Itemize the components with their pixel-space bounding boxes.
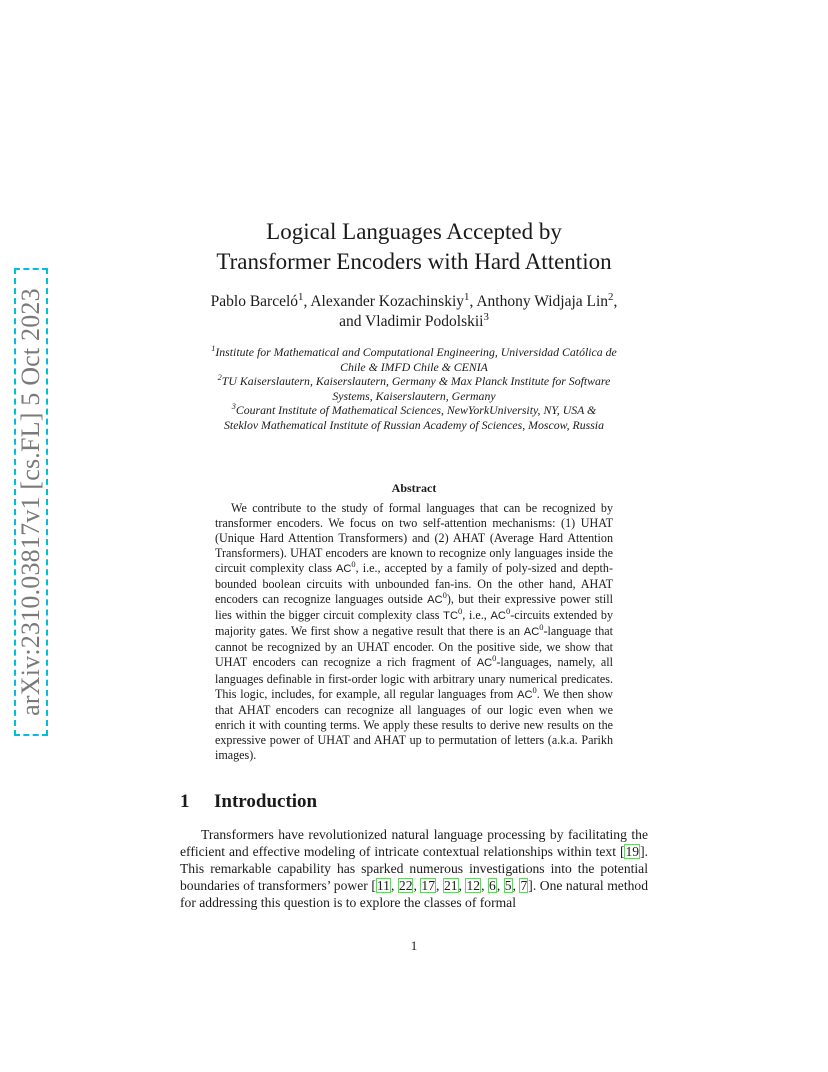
body-text: . One natural method for addressing this question is to explore the classes of formal [180,878,648,911]
superscript: 0 [351,559,356,570]
complexity-class-ac: AC [427,594,443,607]
affiliation-text: TU Kaiserslautern, Kaiserslautern, Germany & Max Planck Institute for Software [221,374,611,388]
arxiv-id: arXiv:2310.03817v1 [cs.FL] 5 Oct 2023 [16,288,45,716]
superscript: 0 [442,590,447,601]
author-list-line-1 [0,290,828,311]
complexity-class-ac: AC [490,610,506,623]
complexity-class-ac: AC [517,688,533,701]
section-title: Introduction [214,791,318,812]
citation-link[interactable]: 21 [443,878,458,894]
author-affiliation-marker: 1 [298,290,304,303]
citation-link[interactable]: 7 [520,878,528,894]
citation-link[interactable]: 22 [398,878,413,894]
abstract-text: -circuits extended by majority gates. We first show a negative result that there is an [215,608,613,639]
author-affiliation-marker: 3 [483,310,489,323]
affiliation-marker: 2 [217,373,222,383]
citation-link[interactable]: 11 [376,878,390,894]
affiliation-2-line-1 [0,374,828,389]
abstract-text: We contribute to the study of formal languages that can be recognized by transformer encoders. We focus on two self-attention mechanisms: (1) UHAT (Unique Hard Attention Transformers) and (2) AHAT (Average Hard Attention Transformers). UHAT encoders are known to recognize only languages inside the circuit complexity class [215,501,613,576]
citation-link[interactable]: 12 [466,878,481,894]
abstract-text: , i.e., accepted by a family of poly-sized and depth-bounded boolean circuits with unbounded fan-ins. On the other hand, AHAT encoders can recognize languages outside [215,561,613,607]
complexity-class-ac: AC [523,626,540,639]
affiliation-1-line-1 [0,345,828,360]
intro-paragraph: Transformers have revolutionized natural language processing by facilitating the efficient and effective modeling of intricate contextual relationships within text [19]. This remarkable capability has sparked numerous investigations into the potential boundaries of transformers’ power [11, 22, 17, 21, 12, 6, 5, 7]. One natural method for addressing this question is to explore the classes of formal [180,827,648,911]
abstract-text: , i.e., [462,608,491,623]
author-affiliation-marker: 1 [464,290,470,303]
abstract-text: -language that cannot be recognized by an UHAT encoder. On the positive side, we show that UHAT encoders can recognize a rich fragment of [215,624,613,670]
superscript: 0 [505,606,511,617]
author-name: and Vladimir Podolskii [339,313,484,330]
author-list-line-2 [0,310,828,331]
author-name: , Alexander Kozachinskiy [303,293,465,310]
page-number: 1 [410,938,418,953]
citation-link[interactable]: 6 [489,878,496,894]
superscript: 0 [539,622,544,633]
complexity-class-ac: AC [476,657,493,670]
affiliation-1-line-2: Chile & IMFD Chile & CENIA [340,360,488,374]
body-text: Transformers have revolutionized natural language processing by facilitating the efficient and effective modeling of intricate contextual relationships within text [180,827,648,860]
author-name: Pablo Barceló [210,293,299,310]
superscript: 0 [458,606,463,617]
paper-title-line-1: Logical Languages Accepted by [266,219,562,244]
superscript: 0 [532,684,537,695]
author-affiliation-marker: 2 [608,290,614,303]
abstract-heading: Abstract [391,481,437,495]
section-heading [180,791,317,813]
author-name: , Anthony Widjaja Lin [469,293,609,310]
complexity-class-tc: TC [443,610,459,623]
abstract-text: ), but their expressive power still lies within the bigger circuit complexity class [215,592,614,623]
paper-title-line-2: Transformer Encoders with Hard Attention [216,249,612,274]
abstract-text: -languages, namely, all languages definable in first-order logic with arbitrary unary numerical predicates. This logic, includes, for example, all regular languages from [215,655,613,701]
author-separator: , [613,293,618,310]
section-number: 1 [180,791,190,812]
superscript: 0 [492,653,497,664]
arxiv-stamp [14,268,48,736]
abstract-text: . We then show that AHAT encoders can recognize all languages of our logic even when we enrich it with counting terms. We apply these results to derive new results on the expressive power of UHAT and AHAT up to permutation of letters (a.k.a. Parikh images). [215,686,614,762]
affiliation-text: Institute for Mathematical and Computational Engineering, Universidad Católica de [215,345,617,359]
complexity-class-ac: AC [335,563,352,576]
affiliation-3-line-1 [0,403,828,418]
abstract-body [215,501,613,763]
body-text: . This remarkable capability has sparked numerous investigations into the potential boundaries of transformers’ power [180,844,648,894]
citation-link[interactable]: 17 [421,878,436,894]
affiliation-marker: 3 [231,402,236,412]
citation-link[interactable]: 5 [504,878,512,894]
affiliation-2-line-2: Systems, Kaiserslautern, Germany [332,389,496,403]
citation-link[interactable]: 19 [625,844,640,860]
affiliation-text: Courant Institute of Mathematical Sciences, NewYorkUniversity, NY, USA & [235,403,597,417]
affiliation-3-line-2: Steklov Mathematical Institute of Russian Academy of Sciences, Moscow, Russia [224,418,604,432]
affiliation-marker: 1 [211,344,216,354]
